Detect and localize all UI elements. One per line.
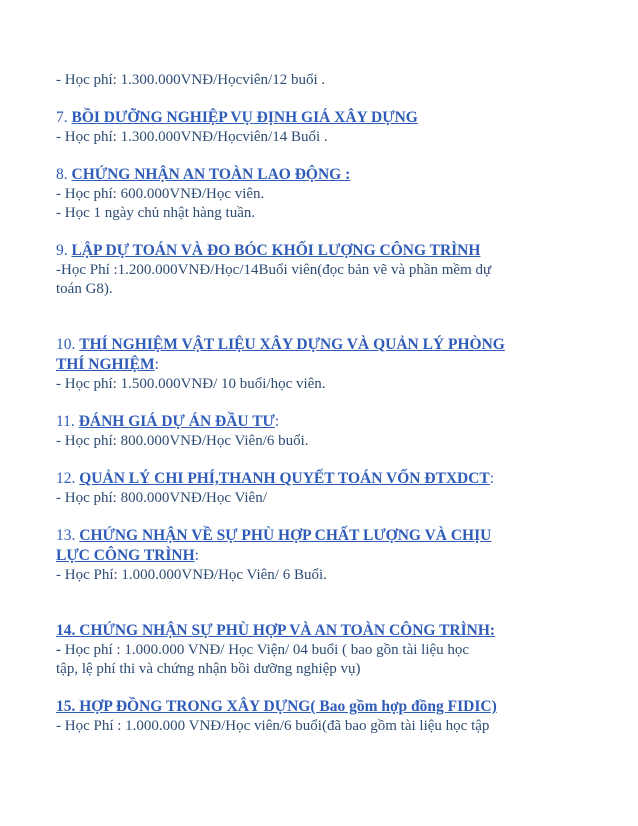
section-title-link[interactable]: BỒI DƯỠNG NGHIỆP VỤ ĐỊNH GIÁ XÂY DỰNG: [71, 109, 418, 126]
section-title-link[interactable]: ĐÁNH GIÁ DỰ ÁN ĐẦU TƯ: [78, 413, 275, 430]
fee-line: - Học Phí : 1.000.000 VNĐ/Học viên/6 buổi(đã bao gồm tài liệu học tập: [56, 718, 490, 734]
bullet-dash: -: [56, 642, 61, 658]
section-number: 9.: [56, 242, 68, 259]
fee-line: - Học phí: 1.300.000VNĐ/Họcviên/14 Buổi .: [56, 129, 328, 145]
fee-line: -Học Phí :1.200.000VNĐ/Học/14Buổi viên(đọc bản vẽ và phần mềm dự: [56, 262, 492, 278]
schedule-line: - Học 1 ngày chủ nhật hàng tuần.: [56, 205, 256, 221]
section-title-link[interactable]: 14. CHỨNG NHẬN SỰ PHÙ HỢP VÀ AN TOÀN CÔNG TRÌNH:: [56, 622, 496, 639]
section-number: 10.: [56, 336, 76, 353]
section-heading-14: [56, 621, 596, 641]
fee-line-continued: toán G8).: [56, 281, 113, 297]
section-heading-13: [56, 526, 596, 546]
section-title-link-cont[interactable]: THÍ NGHIỆM: [56, 356, 155, 373]
section-heading-8: [56, 165, 596, 185]
fee-line-continued: tập, lệ phí thi và chứng nhận bồi dưỡng nghiệp vụ): [56, 661, 361, 677]
section-number: 7.: [56, 109, 68, 126]
fee-line: [56, 641, 596, 660]
fee-line: - Học phí: 1.300.000VNĐ/Họcviên/12 buổi .: [56, 72, 326, 88]
section-heading-12: [56, 469, 596, 489]
fee-line: - Học phí: 800.000VNĐ/Học Viên/: [56, 490, 267, 506]
section-title-link-cont[interactable]: LỰC CÔNG TRÌNH: [56, 547, 195, 564]
section-heading-10-cont: [56, 355, 596, 375]
fee-line: - Học phí: 800.000VNĐ/Học Viên/6 buổi.: [56, 433, 309, 449]
fee-text: Học phí : 1.000.000 VNĐ/ Học Viện/ 04 buổi ( bao gồn tài liệu học: [61, 642, 470, 658]
section-suffix: :: [489, 470, 495, 487]
document-page: [56, 71, 596, 736]
fee-line: - Học Phí: 1.000.000VNĐ/Học Viên/ 6 Buổi.: [56, 567, 327, 583]
section-suffix: :: [274, 413, 280, 430]
section-heading-7: [56, 108, 596, 128]
section-number: 12.: [56, 470, 76, 487]
section-title-link[interactable]: QUẢN LÝ CHI PHÍ,THANH QUYẾT TOÁN VỐN ĐTXDCT: [79, 470, 490, 487]
section-title-link[interactable]: CHỨNG NHẬN VỀ SỰ PHÙ HỢP CHẤT LƯỢNG VÀ CHỊU: [79, 527, 492, 544]
fee-line: - Học phí: 600.000VNĐ/Học viên.: [56, 186, 265, 202]
section-heading-10: [56, 335, 596, 355]
section-heading-15: [56, 697, 596, 717]
section-heading-13-cont: [56, 546, 596, 566]
section-suffix: :: [154, 356, 159, 373]
section-title-link[interactable]: CHỨNG NHẬN AN TOÀN LAO ĐỘNG :: [71, 166, 351, 183]
section-title-link[interactable]: LẬP DỰ TOÁN VÀ ĐO BÓC KHỐI LƯỢNG CÔNG TRÌNH: [71, 242, 481, 259]
section-title-link[interactable]: THÍ NGHIỆM VẬT LIỆU XÂY DỰNG VÀ QUẢN LÝ PHÒNG: [79, 336, 505, 353]
section-number: 8.: [56, 166, 68, 183]
section-number: 11.: [56, 413, 75, 430]
section-title-link[interactable]: 15. HỢP ĐỒNG TRONG XÂY DỰNG( Bao gồm hợp đồng FIDIC): [56, 698, 497, 715]
section-heading-11: [56, 412, 596, 432]
section-heading-9: [56, 241, 596, 261]
section-suffix: :: [194, 547, 199, 564]
fee-line: - Học phí: 1.500.000VNĐ/ 10 buổi/học viên.: [56, 376, 326, 392]
section-number: 13.: [56, 527, 76, 544]
